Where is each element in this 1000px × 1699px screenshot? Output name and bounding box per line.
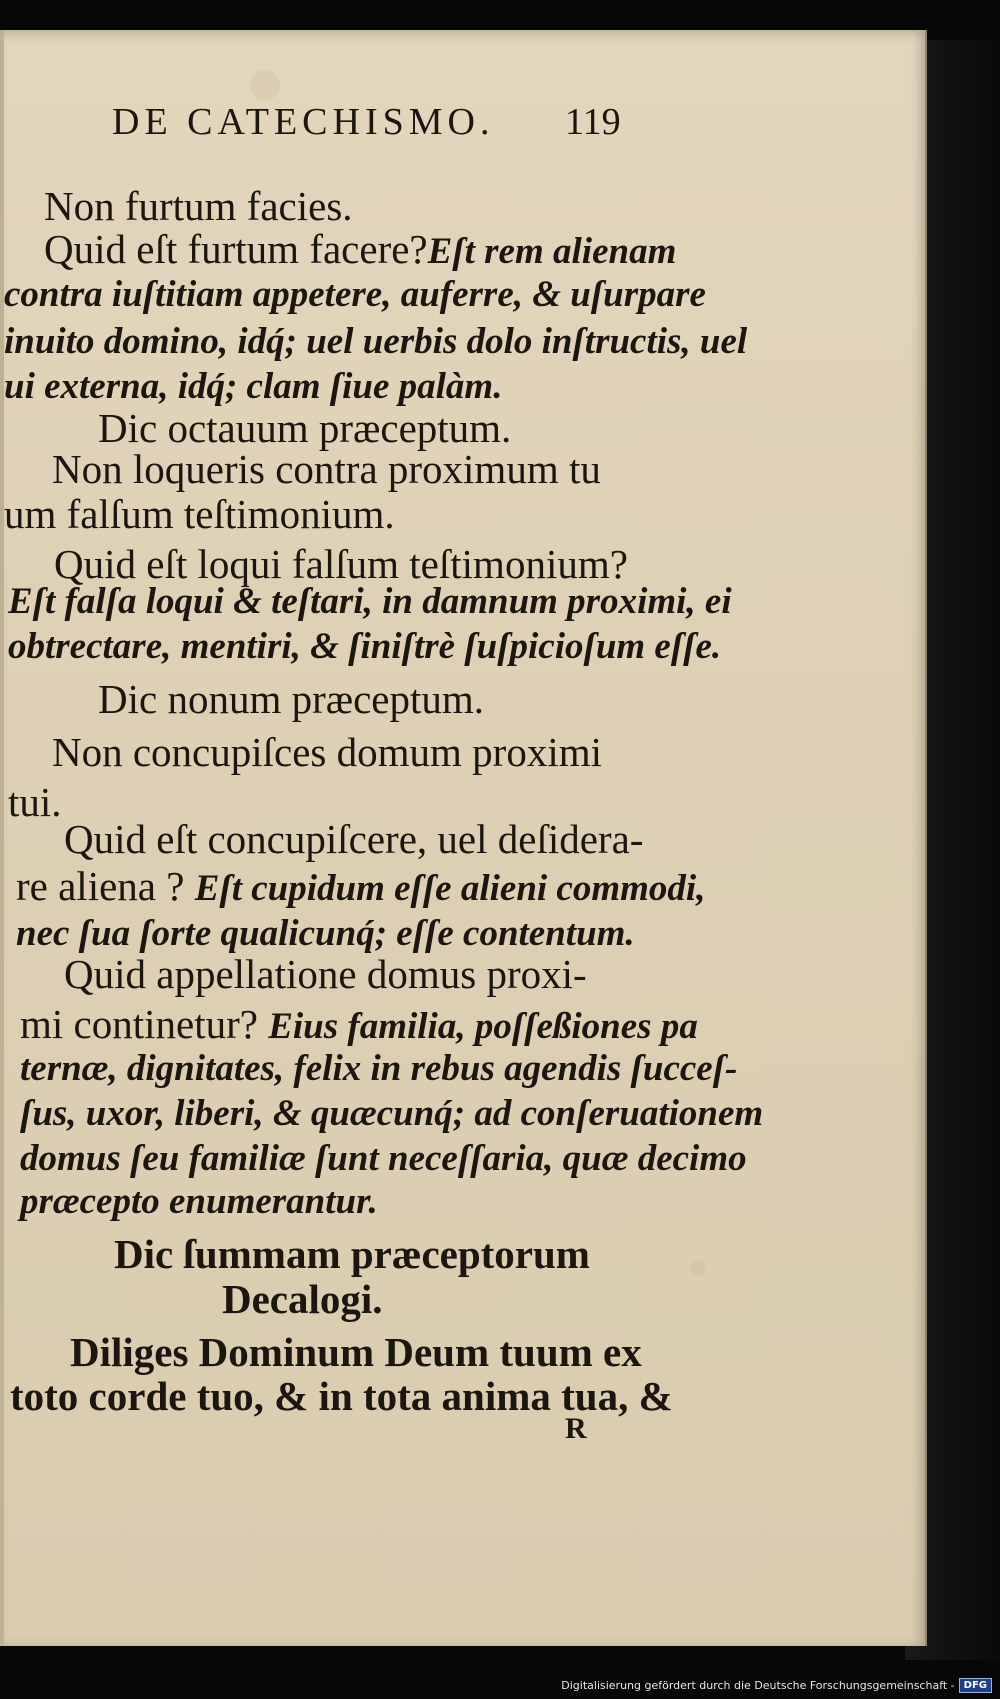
- section-heading: Decalogi.: [222, 1276, 383, 1322]
- text-line: um falſum teſtimonium.: [4, 491, 395, 537]
- text-line-roman-part: re aliena ?: [16, 863, 195, 909]
- text-line: Quid appellatione domus proxi-: [64, 951, 587, 997]
- credit-text: Digitalisierung gefördert durch die Deutsche Forschungsgemeinschaft -: [561, 1678, 955, 1692]
- text-line: tui.: [8, 779, 62, 825]
- text-line: Eſt falſa loqui & teſtari, in damnum proximi, ei: [8, 581, 732, 622]
- text-line: præcepto enumerantur.: [20, 1181, 378, 1222]
- text-line: Diliges Dominum Deum tuum ex: [70, 1329, 642, 1375]
- text-line: [16, 862, 705, 910]
- text-line: Quid eſt loqui falſum teſtimonium?: [54, 541, 628, 587]
- text-line: ternæ, dignitates, felix in rebus agendis ſucceſ-: [20, 1048, 738, 1089]
- text-line: contra iuſtitiam appetere, auferre, & uſurpare: [4, 274, 706, 315]
- running-head-title: DE CATECHISMO.: [112, 101, 495, 143]
- digitization-credit: [561, 1675, 992, 1695]
- text-line: Non furtum facies.: [44, 183, 353, 229]
- text-line: domus ſeu familiæ ſunt neceſſaria, quæ decimo: [20, 1138, 747, 1179]
- text-line: obtrectare, mentiri, & ſiniſtrè ſuſpicioſum eſſe.: [8, 626, 722, 667]
- text-line-italic-part: Eius familia, poſſeßiones pa: [268, 1006, 698, 1047]
- text-line: inuito domino, idq́; uel uerbis dolo inſtructis, uel: [4, 321, 748, 362]
- text-line-italic-part: Eſt rem alienam: [427, 231, 677, 272]
- text-line: toto corde tuo, & in tota anima tua, &: [10, 1373, 673, 1419]
- text-line-roman-part: mi continetur?: [20, 1001, 269, 1047]
- section-heading: Dic ſummam præceptorum: [114, 1231, 590, 1277]
- text-line: Non concupiſces domum proximi: [52, 729, 602, 775]
- page-number: 119: [565, 101, 621, 143]
- paper-stain: [250, 70, 280, 100]
- dfg-logo-icon: DFG: [959, 1678, 992, 1693]
- text-line: [44, 225, 676, 273]
- signature-mark: R: [565, 1412, 587, 1445]
- text-line: Non loqueris contra proximum tu: [52, 446, 601, 492]
- text-line-roman-part: Quid eſt furtum facere?: [44, 226, 428, 272]
- section-heading: Dic octauum præceptum.: [98, 405, 512, 451]
- paper-stain: [690, 1260, 706, 1276]
- text-line: nec ſua ſorte qualicunq́; eſſe contentum.: [16, 913, 635, 954]
- text-line: Quid eſt concupiſcere, uel deſidera-: [64, 816, 644, 862]
- text-line: ſus, uxor, liberi, & quæcunq́; ad conſeruationem: [20, 1093, 764, 1134]
- text-line-italic-part: Eſt cupidum eſſe alieni commodi,: [194, 868, 706, 909]
- text-line: ui externa, idq́; clam ſiue palàm.: [4, 366, 503, 407]
- section-heading: Dic nonum præceptum.: [98, 676, 485, 722]
- text-line: [20, 1000, 698, 1048]
